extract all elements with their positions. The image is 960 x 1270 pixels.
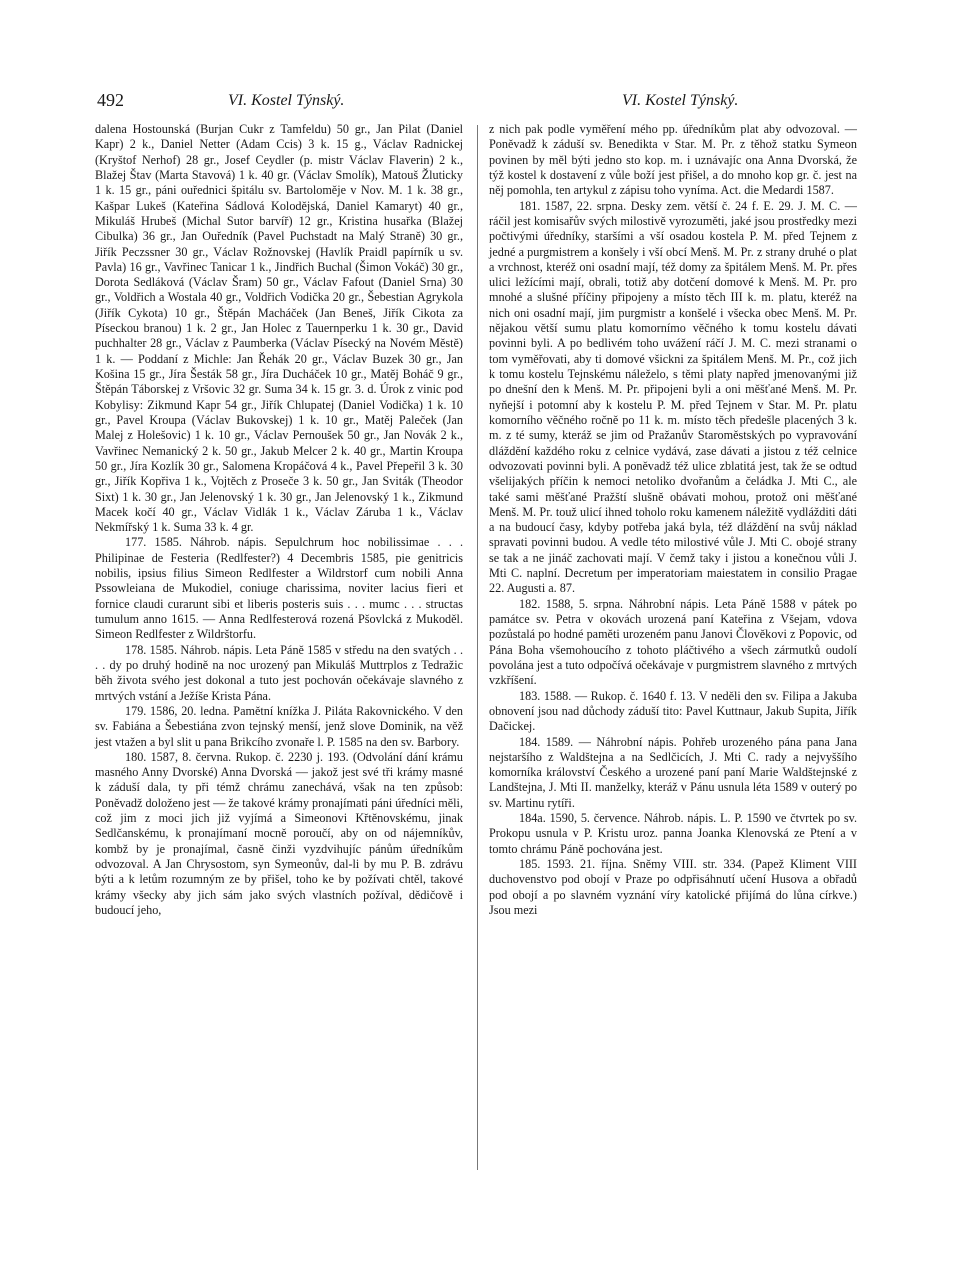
paragraph: 177. 1585. Náhrob. nápis. Sepulchrum hoc nobilissimae . . . Philipinae de Festeria (Redlfester?) 4 Decembris 1585, pie genitricis nobilis, ipsius filius Simeon Redlfester a Wildrstorf cum nobili Anna Pssowleiana de Mukodiel, coniuge charissima, noviter lacius fieri et fornice claudi curarunt sibi et liberis posteris suis . . . mumc . . . structas tumulum anno 1615. — Anna Redlfesterová rozená Pšovlcká z Mukoděl. Simeon Redlfester z Wildrštorfu.: [95, 535, 463, 642]
paragraph: 179. 1586, 20. ledna. Pamětní knížka J. Piláta Rakovnického. V den sv. Fabiána a Šebestiána zvon tejnský menší, jenž slove Dominik, na věž jest vtažen a byl slit u pana Brikcího zvonaře l. P. 1585 na den sv. Barbory.: [95, 703, 463, 749]
running-head-left: VI. Kostel Týnský.: [228, 92, 345, 109]
right-column: [489, 122, 857, 918]
paragraph: 183. 1588. — Rukop. č. 1640 f. 13. V neděli den sv. Filipa a Jakuba obnovení jsou nad důchody záduší tito: Pavel Kuttnaur, Jakub Supita, Jiřík Dačickej.: [489, 688, 857, 734]
paragraph: 182. 1588, 5. srpna. Náhrobní nápis. Leta Páně 1588 v pátek po památce sv. Petra v okovách urozená paní Kateřina z Všejam, vdova pozůstalá po hodné paměti urozeném panu Janovi Člověkovi z Popovic, od Pána Boha všemohoucího z tohoto pláčtivého a všech zármutků oudolí povolána jest a tuto odpočívá očekávaje v purgmistrem slavného z mrtvých vzkříšení.: [489, 596, 857, 688]
paragraph: 181. 1587, 22. srpna. Desky zem. větší č. 24 f. E. 29. J. M. C. — ráčil jest komisařův svých milostivě vyrozuměti, jaké jsou prostředky mezi počtivými úředníky, staršími a vší osadou kostela P. M. před Tejnem z jedné a purgmistrem a konšely i vší obcí Menš. M. Pr. z strany druhé o plat a vrchnost, kteréž oni osadní mají, též domy za špitálem Menš. M. Pr. přes ulici ležícími mají, obrali, totiž aby dotčení domové k Menš. M. Pr. pro mnohé a slušné příčiny připojeny a místo těch III k. m. platu, kteréž na nich oni osadní mají, jim purgmistr a konšelé i všecka obec Menš. M. Pr. nějakou větší sumu platu komornímo věčného k tomu kostelu dávati povinni byli. A po bedlivém toho uvážení ráčí J. M. C. mezi stranami o tom vyměřovati, aby ti domové všickni za špitálem Menš. M. Pr., což jich k tomu kostelu Tejnskému náleželo, s těmi platy napřed jmenovanými již po dnešní den k Menš. M. Pr. připojeni byli a oni měšťané Menš. M. Pr. nyňejší i potomní aby k kostelu P. M. před Tejnem v Star. M. Pr. platu komorního věčného ročně po 11 k. m. místo těch předešle placených 3 k. m. z té sumy, kteráž se jim od Pražanův Staroměstských po vypravování dláždění každého roku z celnice vydává, zase dávati a jistou z též celnice odvozovati povinni byli. A poněvadž též ulice zblatitá jest, tak že se odtud všelijakých příčin k nemoci netoliko dvořanům a čeládka J. Mti C., ale také sami měšťané Pražští slušně obávati mohou, protož oni měšťané Menš. M. Pr. touž ulicí ihned toholo roku kamenem náležitě vydlážditi dáti a na budoucí časy, kdyby potřeba jaká byla, též dláždění na svůj náklad spravati povinni budou. A vedle této milostivé vůle J. Mti C. obojé strany se tak a ne jináč zachovati mají. V čemž taky i jistou a konečnou vůli J. Mti C. naplní. Decretum per imperatoriam maiestatem in consilio Pragae 22. Augusti a. 87.: [489, 198, 857, 596]
running-head-right: VI. Kostel Týnský.: [622, 92, 739, 109]
paragraph: 180. 1587, 8. června. Rukop. č. 2230 j. 193. (Odvolání dání krámu masného Anny Dvorské) Anna Dvorská — jakož jest své tři krámy masné k záduší dala, ty při témž chrámu zanechává, však na ten způsob: Poněvadž doloženo jest — že takové krámy pronajímati páni úředníci měli, což jim z moci jich již vyjímá a Simeonovi Křtěnovskému, jinak Sedlčanskému, k pronajímaní mocně poroučí, aby on od nájemníkův, kombž by je pronajímal, časně činži vyzdvihujíc pánům úředníkům odvozoval. A Jan Chrysostom, syn Symeonův, dal-li by mu P. B. zdrávu býti a k letům rozumným ze by přišel, toho ke by požívati chtěl, takové krámy všecky aby jich sám jako svých vlastních požíval, dědičově i budoucí jeho,: [95, 749, 463, 917]
left-column: [95, 122, 463, 918]
paragraph: z nich pak podle vyměření mého pp. úředníkům plat aby odvozoval. — Poněvadž k záduší sv. Benedikta v Star. M. Pr. z těhož statku Symeon povinen by měl býti jedno sto kop. m. i uznávajíc ona Anna Dvorská, že týž kostel k dostavení z vůle boží jest přišel, a do mnoho kop gr. č. jest na něj pomohla, ten artykul z zápisu toho vyníma. Act. die Medardi 1587.: [489, 122, 857, 198]
paragraph: 184. 1589. — Náhrobní nápis. Pohřeb urozeného pána pana Jana nejstaršího z Waldštejna a na Sedlčicích, J. Mti C. rady a nejvyššího komorníka království Českého a urozené paní paní Marie Waldštejnské z Landštejna, J. Mti II. manželky, kteráž v Pánu usnula léta 1589 v outerý po sv. Martinu rytíři.: [489, 734, 857, 810]
page-number: 492: [97, 90, 124, 110]
paragraph: 184a. 1590, 5. července. Náhrob. nápis. L. P. 1590 ve čtvrtek po sv. Prokopu usnula v P. Kristu uroz. panna Joanka Klenovská ze Ptení a v tomto chrámu Páně pochována jest.: [489, 811, 857, 856]
paragraph: 178. 1585. Náhrob. nápis. Leta Páně 1585 v středu na den svatých . . . . dy po druhý hodině na noc urozený pan Mikuláš Muttrplos z Tedražic běh života svého jest dokonal a tuto jest pochován očekávaje slavného z mrtvých vstání a Ježíše Krista Pána.: [95, 642, 463, 703]
paragraph: 185. 1593. 21. října. Sněmy VIII. str. 334. (Papež Kliment VIII duchovenstvo pod obojí v Praze po odpřisáhnutí učení Husova a obřadů pod obojí a po slavném vyznání víry katolické přijímá do lůna církve.) Jsou mezi: [489, 857, 857, 917]
paragraph: dalena Hostounská (Burjan Cukr z Tamfeldu) 50 gr., Jan Pilat (Daniel Kapr) 2 k., Daniel Netter (Adam Ccis) 3 k. 15 g., Václav Radnickej (Kryštof Nerhof) 28 gr., Josef Ceydler (p. mistr Václav Flaverin) 2 k., Blažej Štav (Marta Stavová) 1 k. 40 gr. (Václav Smolík), Matouš Žluticky 1 k. 15 gr., páni ouřednici špitálu sv. Bartoloměje v Nov. M. 1 k. 38 gr., Kašpar Lukeš (Kateřina Sádlová Kolodějská, Daniel Kamaryt) 40 gr., Mikuláš Hrubeš (Michal Sutor barvíř) 12 gr., Kristina husařka (Blažej Cibulka) 36 gr., Jan Ouředník (Pavel Puchstadt na Malý Straně) 30 gr., Jiřík Peczssner 30 gr., Václav Rožnovskej (Havlík Praidl papírník u sv. Pavla) 16 gr., Vavřinec Tanicar 1 k., Jindřich Buchal (Šimon Vokáč) 30 gr., Dorota Sedláková (Václav Šram) 50 gr., Václav Fafout (Daniel Srna) 30 gr., Voldřich a Wostala 40 gr., Voldřich Vodička 20 gr., Šebestian Agrykola (Jiřík Cykota) 10 gr., Štěpán Macháček (Jan Beneš, Jiřík Cikota za Píseckou branou) 1 k. 2 gr., Jan Holec z Tauernperku 1 k. 30 gr., David puchhalter 28 gr., Václav z Paumberka (Václav Písecký na Novém Městě) 1 k. — Poddaní z Michle: Jan Řehák 20 gr., Václav Buzek 30 gr., Jan Košina 15 gr., Jíra Šesták 58 gr., Jíra Ducháček 10 gr., Matěj Boháč 9 gr., Štěpán Táborskej z Vršovic 32 gr. Suma 34 k. 15 gr. 3. d. Úrok z vinic pod Kobylisy: Zikmund Kapr 54 gr., Jiřík Chlupatej (Daniel Vodička) 1 k. 10 gr., Pavel Kroupa (Václav Bukovskej) 1 k. 10 gr., Matěj Paleček (Jan Malej z Holešovic) 1 k. 10 gr., Václav Pernoušek 50 gr., Jan Novák 2 k., Vavřinec Nemanický 2 k. 50 gr., Jakub Melcer 2 k. 40 gr., Martin Kroupa 50 gr., Jíra Kozlík 30 gr., Salomena Kropáčová 4 k., Pavel Přepeřil 3 k. 30 gr., Jiřík Kopřiva 1 k., Vojtěch z Proseče 3 k. 50 gr., Jan Sviták (Theodor Sixt) 1 k. 30 gr., Jan Jelenovský 1 k. 30 gr., Jan Jelenovský 1 k., Zikmund Macek kočí 40 gr., Václav Vidlák 1 k., Václav Záruba 1 k., Václav Nekmířský 1 k. Suma 33 k. 4 gr.: [95, 122, 463, 535]
column-divider: [477, 125, 478, 1170]
